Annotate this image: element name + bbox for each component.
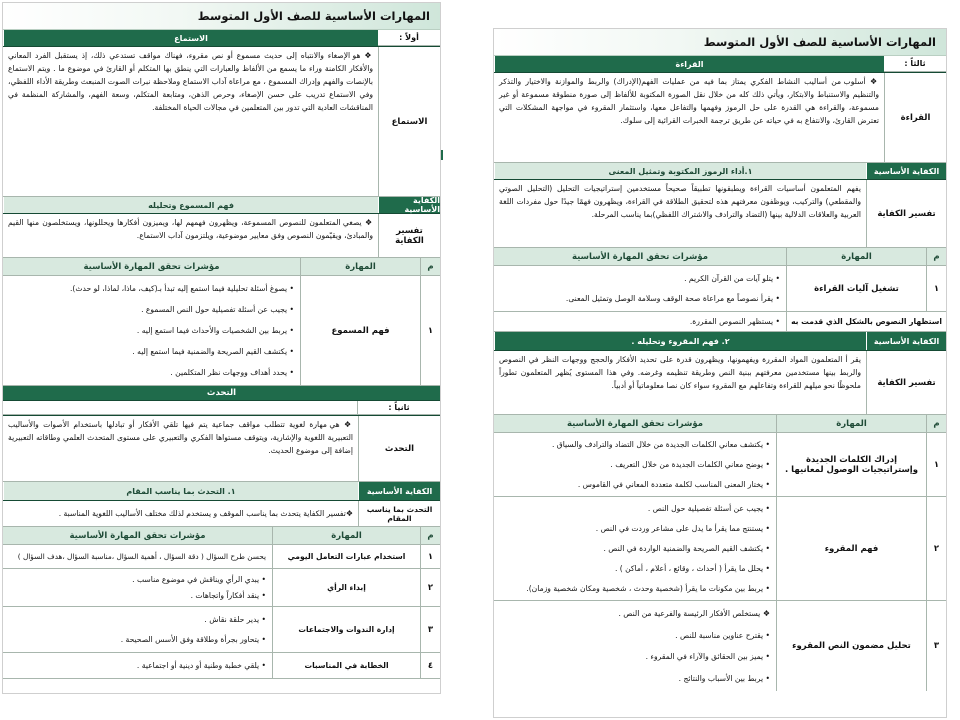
row-indicators (3, 545, 272, 568)
row-skill: تشغيل آليات القراءة (786, 266, 926, 311)
col-m: م (926, 248, 946, 265)
kifaya-row (494, 180, 946, 248)
section-name: الاستماع (3, 30, 378, 46)
kifaya-row (3, 214, 440, 258)
col-m: م (926, 415, 946, 432)
kifaya-title: ٢. فهم المقروء وتحليله . (494, 332, 866, 350)
indicator: • يبدي الرأي ويناقش في موضوع مناسب . (9, 573, 266, 586)
table-row (3, 569, 440, 607)
row-skill: استظهار النصوص بالشكل الذي قدمت به (786, 312, 946, 331)
indicator: • يستظهر النصوص المقررة. (500, 315, 780, 328)
indicator: • يتلو آيات من القرآن الكريم . (500, 272, 780, 285)
row-number: ١ (420, 276, 440, 385)
row-skill: إدراك الكلمات الجديدة وإستراتيجيات الوصول لمعانيها . (776, 433, 926, 496)
definition-text: ❖ أسلوب من أساليب النشاط الفكري يمتاز بما فيه من عمليات الفهم(الإدراك) والربط والموازنة والاختيار والتذكر والتنظيم والاستنباط والابتكار، ويأتي ذلك كله من خلال نقل الصورة المكتوبة للألفاظ إلى صورة منطوقة مسموعة أو غير مسموعة، والقراءة هي القدرة على حل الرموز وفهمها والتفاعل معها، واستثمار المقروء في مواجهة المشكلات التي تعترض القارئ، والانتفاع به في حياته عن طريق ترجمة الخبرات القرائية إلى سلوك. (494, 73, 884, 162)
row-number: ٤ (420, 653, 440, 678)
section-ordinal: ثالثاً : (884, 56, 946, 72)
col-indicators: مؤشرات تحقق المهارة الأساسية (572, 251, 708, 262)
row-indicators (3, 607, 272, 652)
section-header-reading (494, 56, 946, 73)
row-indicators (494, 497, 776, 600)
kifaya-label: تفسير الكفاية (866, 351, 946, 414)
kifaya-title: ١. التحدث بما يناسب المقام (3, 482, 358, 500)
indicator: • يميز بين الحقائق والآراء في المقروء . (500, 650, 770, 663)
definition-row (3, 47, 440, 197)
indicator: • يدير حلقة نقاش . (9, 613, 266, 626)
definition-label: التحدث (358, 416, 440, 481)
indicator: • ينقد أفكاراً واتجاهات . (9, 589, 266, 602)
definition-row (494, 73, 946, 163)
kifaya-row (3, 501, 440, 527)
kifaya-text: ❖ تفسير الكفاية يتحدث بما يناسب الموقف و يستخدم لذلك مختلف الأساليب اللغوية المناسبة . (3, 501, 358, 526)
indicator: • يربط بين مكونات ما يقرأ (شخصية وحدث ، شخصية ومكان شخصية وزمان). (500, 582, 770, 595)
row-skill: تحليل مضمون النص المقروء (776, 601, 926, 691)
indicator: • يصوغ أسئلة تحليلية فيما استمع إليه تبدأ بـ(كيف، ماذا، لماذا، لو حدث). (9, 282, 294, 295)
section-header-speaking (3, 401, 440, 416)
row-skill: إدارة الندوات والاجتماعات (272, 607, 420, 652)
row-number: ٣ (926, 601, 946, 691)
indicator: • يجيب عن أسئلة تفصيلية حول النص المسموع . (9, 303, 294, 316)
indicator: • يحدد أهداف ووجهات نظر المتكلمين . (9, 366, 294, 379)
indicator: • يكتشف القيم الصريحة والضمنية الواردة في النص . (500, 542, 770, 555)
indicator: • يكتشف معاني الكلمات الجديدة من خلال التضاد والترادف والسياق . (500, 438, 770, 451)
table-header (494, 248, 946, 266)
kifaya-text: ❖ يصغي المتعلمون للنصوص المسموعة، ويظهرون فهمهم لها، ويميزون أفكارها ويحللونها، ويستخلصون منها القيم والمبادئ، ويقيّمون النصوص وفق معايير موضوعية، ويلتزمون آداب الاستماع. (3, 214, 378, 257)
col-skill: المهارة (300, 258, 420, 275)
row-number: ١ (926, 433, 946, 496)
indicator: • يتحاور بجرأة وطلاقة وفق الأسس الصحيحة . (9, 633, 266, 646)
col-m: م (420, 527, 440, 544)
section-ordinal: ثانياً : (358, 401, 440, 415)
indicator: • يقترح عناوين مناسبة للنص . (500, 629, 770, 642)
row-skill: إبداء الرأي (272, 569, 420, 606)
kifaya-header (3, 482, 440, 501)
indicator: يحسن طرح السؤال ( دقة السؤال ، أهمية السؤال ،مناسبة السؤال ،هدف السؤال ) (17, 552, 266, 561)
indicator: • يختار المعنى المناسب لكلمة متعددة المعاني في القاموس . (500, 478, 770, 491)
row-skill: الخطابة في المناسبات (272, 653, 420, 678)
indicator: • يلقي خطبة وطنية أو دينية أو اجتماعية . (9, 659, 266, 672)
kifaya-label: التحدث بما يناسب المقام (358, 501, 440, 526)
indicator: • يكتشف القيم الصريحة والضمنية فيما استمع إليه . (9, 345, 294, 358)
definition-row (3, 416, 440, 482)
definition-label: القراءة (884, 73, 946, 162)
indicator: • يربط بين الأسباب والنتائج . (500, 672, 770, 685)
table-row (3, 276, 440, 386)
table-row (494, 312, 946, 332)
indicator: ❖ يستخلص الأفكار الرئيسة والفرعية من النص . (500, 607, 770, 620)
kifaya-head-label: الكفاية الأساسية (866, 163, 946, 179)
row-indicators (494, 433, 776, 496)
table-header (3, 258, 440, 276)
kifaya-head-label: الكفاية الأساسية (378, 197, 440, 213)
col-skill: المهارة (272, 527, 420, 544)
row-number: ٢ (926, 497, 946, 600)
table-header (3, 527, 440, 545)
row-number: ٢ (420, 569, 440, 606)
row-indicators (494, 312, 786, 331)
row-indicators (3, 653, 272, 678)
section-name: القراءة (494, 56, 884, 72)
table-row (494, 601, 946, 691)
indicator: • يربط بين الشخصيات والأحداث فيما استمع إليه . (9, 324, 294, 337)
kifaya-header (3, 197, 440, 214)
row-indicators (3, 569, 272, 606)
kifaya-title: فهم المسموع وتحليله (3, 197, 378, 213)
col-indicators: مؤشرات تحقق المهارة الأساسية (83, 261, 220, 272)
row-skill: فهم المقروء (776, 497, 926, 600)
table-row (3, 607, 440, 653)
col-skill: المهارة (786, 248, 926, 265)
kifaya-head-label: الكفاية الأساسية (358, 482, 440, 500)
left-page (2, 2, 441, 694)
page-title: المهارات الأساسية للصف الأول المتوسط (3, 3, 440, 30)
definition-text: ❖ هي مهارة لغوية تتطلب مواقف جماعية يتم فيها تلقي الأفكار أو تبادلها باستخدام الأصوات والأساليب التعبيرية اللغوية والإشارية، ويتوقف مستواها الفكري والتعبيري على مستوى المتحدث العلمي وطاقاته التعبيرية إضافة إلى موضوع الحديث. (3, 416, 358, 481)
row-number: ١ (926, 266, 946, 311)
indicator: • يقرأ نصوصاً مع مراعاة صحة الوقف وسلامة الوصل وتمثيل المعنى. (500, 292, 780, 305)
kifaya-label: تفسير الكفاية (378, 214, 440, 257)
row-indicators (3, 276, 300, 385)
row-number: ٣ (420, 607, 440, 652)
col-indicators: مؤشرات تحقق المهارة الأساسية (69, 530, 206, 541)
table-header (494, 415, 946, 433)
indicator: • يوضح معاني الكلمات الجديدة من خلال التعريف . (500, 458, 770, 471)
indicator: • يحلل ما يقرأ ( أحداث ، وقائع ، أعلام ، أماكن ) . (500, 562, 770, 575)
page-edge-mark (441, 150, 443, 160)
table-row (494, 266, 946, 312)
kifaya-title: ١.أداء الرموز المكتوبة وتمثيل المعنى (494, 163, 866, 179)
kifaya-head-label: الكفاية الأساسية (866, 332, 946, 350)
row-number: ١ (420, 545, 440, 568)
kifaya-row (494, 351, 946, 415)
kifaya-text: يفهم المتعلمون أساسيات القراءة ويطبقونها تطبيقاً صحيحاً مستخدمين إستراتيجيات التحليل (التحليل الصوتي والمقطعي) والتركيب، ويوظفون معرفتهم هذه لتحقيق الطلاقة في القراءة، ويظهرون فهمًا جيدًا حول مفردات اللغة العربية والعلاقات الدلالية بينها (التضاد والترادف والاشتراك اللفظي)بما يناسب المرحلة. (499, 184, 861, 219)
kifaya-header (494, 332, 946, 351)
section-header-speaking-title: التحدث (3, 386, 440, 401)
col-skill: المهارة (776, 415, 926, 432)
table-row (3, 545, 440, 569)
indicator: • يجيب عن أسئلة تفصيلية حول النص . (500, 502, 770, 515)
table-row (494, 497, 946, 601)
section-ordinal: أولاً : (378, 30, 440, 46)
row-indicators (494, 266, 786, 311)
kifaya-label: تفسير الكفاية (866, 180, 946, 247)
table-row (3, 653, 440, 679)
definition-label: الاستماع (378, 47, 440, 196)
indicator: • يستنتج مما يقرأ ما يدل على مشاعر وردت في النص . (500, 522, 770, 535)
row-indicators (494, 601, 776, 691)
table-row (494, 433, 946, 497)
right-page (493, 28, 947, 718)
row-skill: فهم المسموع (300, 276, 420, 385)
col-indicators: مؤشرات تحقق المهارة الأساسية (567, 418, 703, 429)
col-m: م (420, 258, 440, 275)
section-header-listening (3, 30, 440, 47)
definition-text: ❖ هو الإصغاء والانتباه إلى حديث مسموع أو نص مقروء، فهناك مواقف تستدعي ذلك، إذ يستقبل الفرد المعاني والأفكار الكامنة وراء ما يسمع من الألفاظ والعبارات التي ينطق بها المتكلم أو القارئ في موضوع ما . ويتم الاستماع بالإنصات والفهم وإدراك المسموع ، مع مراعاة آداب الاستماع وملاحظة نبرات الصوت المنبعث وطريقة الأداء اللفظي، وفي الاستماع تدريب على حسن الإصغاء، وحرص الذهن، ومتابعة المتكلم، وسعة الفهم، والمشاركة المنظمة في المناقشات العادية التي تدور بين المتعلمين في مجالات الحياة المختلفة. (3, 47, 378, 196)
row-skill: استخدام عبارات التعامل اليومي (272, 545, 420, 568)
page-title: المهارات الأساسية للصف الأول المتوسط (494, 29, 946, 56)
kifaya-header (494, 163, 946, 180)
kifaya-text: يقر أ المتعلمون المواد المقررة ويفهمونها، ويظهرون قدرة على تحديد الأفكار والحجج ووجهات النظر في النصوص والربط بينها مستخدمين معرفتهم ببنية النص وطريقة تنظيمه وغرضه. وفي هذا المستوى يُظهر المتعلمون تطوراً ملحوظًا نحو ميلهم للقراءة وتفاعلهم مع المقروء سواء كان نصا معلوماتياً أو أدبياً. (499, 355, 861, 390)
